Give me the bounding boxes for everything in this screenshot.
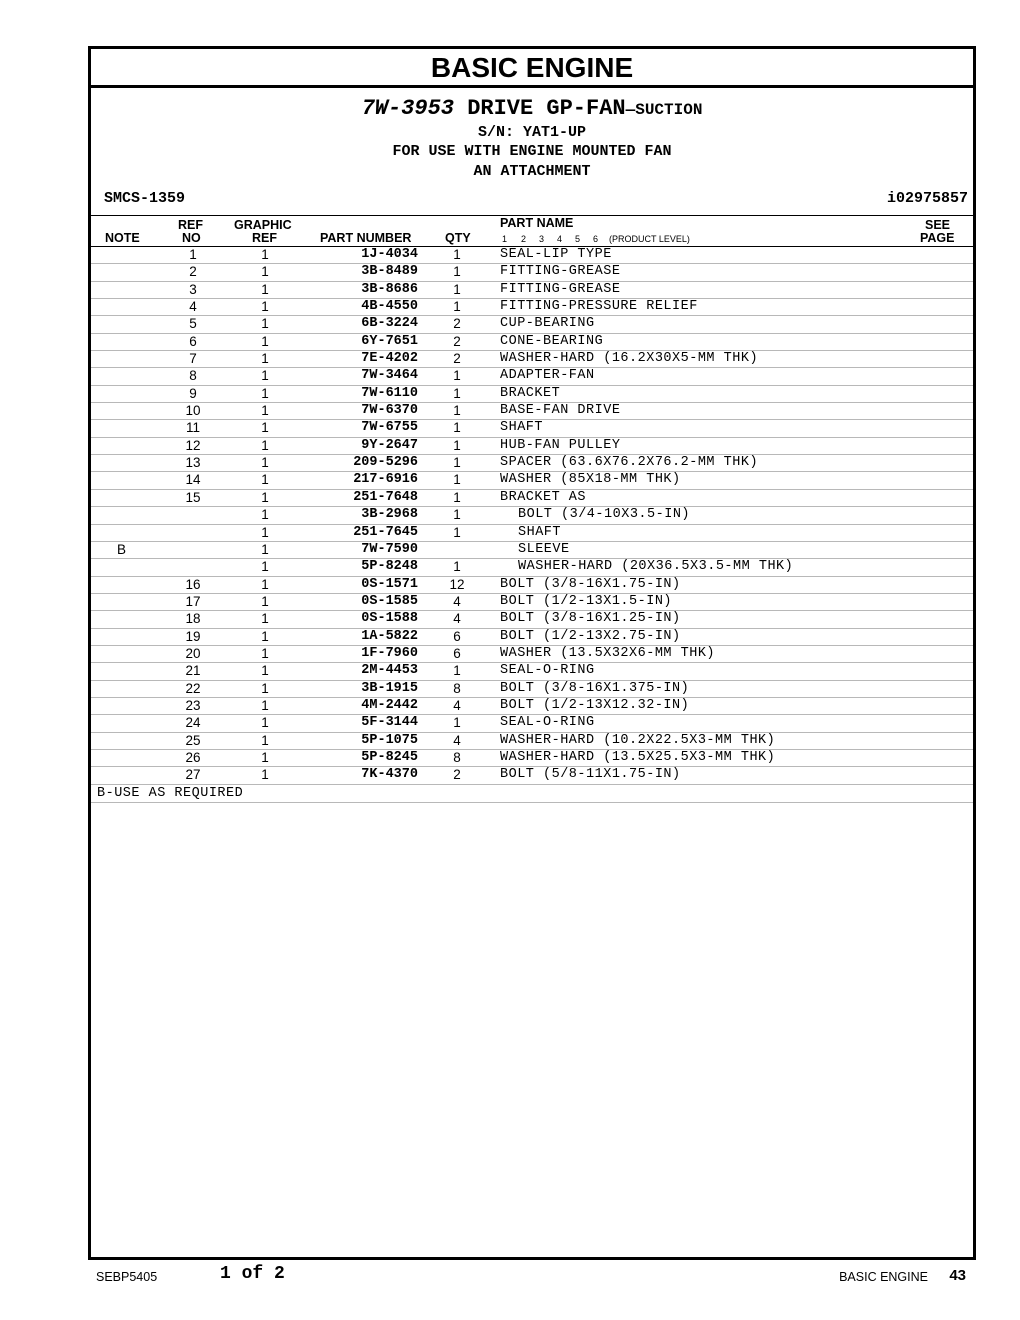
row-part-name: FITTING-GREASE <box>500 264 621 280</box>
row-qty: 1 <box>453 368 461 384</box>
row-graphic-ref: 1 <box>261 385 269 401</box>
footer-section-name: BASIC ENGINE <box>839 1270 928 1284</box>
row-part-number: 7E-4202 <box>361 351 418 367</box>
row-qty: 2 <box>453 767 461 783</box>
product-level-6: 6 <box>593 234 599 244</box>
row-qty: 6 <box>453 645 461 661</box>
row-ref-no: 24 <box>185 715 201 731</box>
section-title: BASIC ENGINE <box>91 49 973 88</box>
product-level-1: 1 <box>502 234 508 244</box>
row-qty: 1 <box>453 247 461 262</box>
col-graphic-ref: REF <box>252 231 277 245</box>
row-part-number: 4B-4550 <box>361 299 418 315</box>
col-graphic: GRAPHIC <box>234 218 292 232</box>
row-graphic-ref: 1 <box>261 611 269 627</box>
row-ref-no: 27 <box>185 767 201 783</box>
row-part-name: BOLT (3/8-16X1.375-IN) <box>500 680 690 696</box>
row-part-name: CUP-BEARING <box>500 316 595 332</box>
row-graphic-ref: 1 <box>261 351 269 367</box>
row-part-number: 6Y-7651 <box>361 333 418 349</box>
row-part-number: 209-5296 <box>353 455 418 471</box>
col-qty: QTY <box>445 231 471 245</box>
row-ref-no: 11 <box>185 420 200 436</box>
product-level-label: (PRODUCT LEVEL) <box>609 234 690 244</box>
table-row <box>91 386 973 403</box>
row-part-number: 5F-3144 <box>361 715 418 731</box>
row-ref-no: 2 <box>189 264 197 280</box>
col-ref: REF <box>178 218 203 232</box>
row-note: B <box>117 541 127 557</box>
row-ref-no: 7 <box>189 351 197 367</box>
row-part-name: WASHER-HARD (13.5X25.5X3-MM THK) <box>500 749 776 765</box>
row-part-name: CONE-BEARING <box>500 333 604 349</box>
row-ref-no: 5 <box>189 316 197 332</box>
smcs-code: SMCS-1359 <box>104 190 186 207</box>
row-ref-no: 9 <box>189 385 197 401</box>
column-headers <box>91 216 973 247</box>
row-qty: 1 <box>453 472 461 488</box>
table-row <box>91 577 973 594</box>
row-ref-no: 19 <box>185 628 201 644</box>
page-frame <box>88 46 976 1260</box>
row-graphic-ref: 1 <box>261 489 269 505</box>
row-graphic-ref: 1 <box>261 663 269 679</box>
row-ref-no: 13 <box>185 455 201 471</box>
row-part-name: BOLT (5/8-11X1.75-IN) <box>500 767 681 783</box>
row-graphic-ref: 1 <box>261 281 269 297</box>
row-ref-no: 3 <box>189 281 197 297</box>
row-part-name: BRACKET <box>500 385 561 401</box>
row-graphic-ref: 1 <box>261 593 269 609</box>
row-ref-no: 25 <box>185 732 201 748</box>
row-part-name: ADAPTER-FAN <box>500 368 595 384</box>
footnote <box>91 785 973 803</box>
row-ref-no: 8 <box>189 368 197 384</box>
row-qty: 1 <box>453 455 461 471</box>
row-part-name: HUB-FAN PULLEY <box>500 437 621 453</box>
row-qty: 1 <box>453 281 461 297</box>
row-qty: 1 <box>453 385 461 401</box>
row-part-number: 3B-8686 <box>361 281 418 297</box>
row-graphic-ref: 1 <box>261 715 269 731</box>
row-qty: 1 <box>453 559 461 575</box>
row-part-name: SHAFT <box>500 420 544 436</box>
row-ref-no: 6 <box>189 333 197 349</box>
serial-number: S/N: YAT1-UP <box>477 124 587 141</box>
table-row <box>91 438 973 455</box>
footer-page-number: 43 <box>949 1267 966 1284</box>
row-qty: 4 <box>453 593 461 609</box>
row-ref-no: 10 <box>185 403 201 419</box>
row-part-name: SLEEVE <box>518 541 570 557</box>
row-qty: 1 <box>453 437 461 453</box>
col-see: SEE <box>925 218 951 232</box>
row-part-name: SHAFT <box>518 524 562 540</box>
row-qty: 1 <box>453 715 461 731</box>
product-level-5: 5 <box>575 234 581 244</box>
row-graphic-ref: 1 <box>261 299 269 315</box>
row-part-number: 5P-1075 <box>361 732 418 748</box>
row-part-number: 7W-6370 <box>361 403 418 419</box>
row-graphic-ref: 1 <box>261 559 269 575</box>
table-row <box>91 698 973 715</box>
table-row <box>91 351 973 368</box>
row-ref-no: 14 <box>185 472 201 488</box>
row-part-number: 5P-8245 <box>361 749 418 765</box>
row-graphic-ref: 1 <box>261 628 269 644</box>
table-row <box>91 282 973 299</box>
col-page: PAGE <box>920 231 955 245</box>
row-qty: 1 <box>453 663 461 679</box>
row-part-number: 9Y-2647 <box>361 437 418 453</box>
table-row <box>91 490 973 507</box>
row-qty: 1 <box>453 489 461 505</box>
row-ref-no: 26 <box>185 749 201 765</box>
row-part-name: WASHER (85X18-MM THK) <box>500 472 681 488</box>
row-qty: 1 <box>453 524 461 540</box>
product-level-2: 2 <box>521 234 527 244</box>
row-part-name: BOLT (3/8-16X1.75-IN) <box>500 576 681 592</box>
row-graphic-ref: 1 <box>261 749 269 765</box>
row-part-name: SEAL-O-RING <box>500 715 595 731</box>
footnote-text: B-USE AS REQUIRED <box>97 785 244 801</box>
table-row <box>91 420 973 437</box>
col-part-name: PART NAME <box>500 216 574 230</box>
row-part-name: SEAL-LIP TYPE <box>500 247 612 262</box>
row-part-number: 7W-7590 <box>361 541 418 557</box>
table-row <box>91 368 973 385</box>
table-row <box>91 525 973 542</box>
row-part-name: WASHER (13.5X32X6-MM THK) <box>500 645 716 661</box>
row-part-number: 3B-1915 <box>361 680 418 696</box>
row-graphic-ref: 1 <box>261 541 269 557</box>
table-row <box>91 629 973 646</box>
row-part-number: 251-7648 <box>353 489 418 505</box>
row-part-name: FITTING-PRESSURE RELIEF <box>500 299 698 315</box>
row-qty: 1 <box>453 403 461 419</box>
row-part-name: BOLT (3/4-10X3.5-IN) <box>518 507 691 523</box>
row-part-name: WASHER-HARD (20X36.5X3.5-MM THK) <box>518 559 794 575</box>
row-part-number: 1J-4034 <box>361 247 418 262</box>
table-row <box>91 472 973 489</box>
row-qty: 2 <box>453 316 461 332</box>
row-ref-no: 22 <box>185 680 201 696</box>
row-part-name: FITTING-GREASE <box>500 281 621 297</box>
row-graphic-ref: 1 <box>261 732 269 748</box>
row-part-name: BASE-FAN DRIVE <box>500 403 621 419</box>
row-part-number: 1F-7960 <box>361 645 418 661</box>
row-part-name: BOLT (1/2-13X12.32-IN) <box>500 697 690 713</box>
row-ref-no: 12 <box>185 437 201 453</box>
row-graphic-ref: 1 <box>261 316 269 332</box>
group-title <box>91 96 973 123</box>
row-part-number: 7K-4370 <box>361 767 418 783</box>
row-graphic-ref: 1 <box>261 403 269 419</box>
row-qty: 1 <box>453 507 461 523</box>
row-graphic-ref: 1 <box>261 264 269 280</box>
table-row <box>91 507 973 524</box>
row-graphic-ref: 1 <box>261 524 269 540</box>
row-graphic-ref: 1 <box>261 576 269 592</box>
row-qty: 2 <box>453 333 461 349</box>
table-row <box>91 455 973 472</box>
row-graphic-ref: 1 <box>261 368 269 384</box>
row-part-number: 5P-8248 <box>361 559 418 575</box>
row-graphic-ref: 1 <box>261 333 269 349</box>
table-row <box>91 334 973 351</box>
table-row <box>91 733 973 750</box>
row-part-name: SEAL-O-RING <box>500 663 595 679</box>
row-part-name: WASHER-HARD (16.2X30X5-MM THK) <box>500 351 759 367</box>
row-qty: 1 <box>453 420 461 436</box>
row-part-number: 251-7645 <box>353 524 418 540</box>
col-note: NOTE <box>105 231 140 245</box>
row-part-name: SPACER (63.6X76.2X76.2-MM THK) <box>500 455 759 471</box>
table-row <box>91 750 973 767</box>
row-graphic-ref: 1 <box>261 420 269 436</box>
table-row <box>91 247 973 264</box>
row-graphic-ref: 1 <box>261 507 269 523</box>
row-part-name: BOLT (1/2-13X1.5-IN) <box>500 593 673 609</box>
row-ref-no: 16 <box>185 576 201 592</box>
group-name-suffix: —SUCTION <box>625 101 703 119</box>
footer-document-number: SEBP5405 <box>96 1270 158 1284</box>
group-attachment-note: AN ATTACHMENT <box>473 163 591 180</box>
table-row <box>91 663 973 680</box>
product-level-4: 4 <box>557 234 563 244</box>
row-part-name: BRACKET AS <box>500 489 587 505</box>
row-ref-no: 23 <box>185 697 201 713</box>
row-qty: 1 <box>453 264 461 280</box>
row-qty: 6 <box>453 628 461 644</box>
row-graphic-ref: 1 <box>261 697 269 713</box>
col-part-number: PART NUMBER <box>320 231 412 245</box>
table-row <box>91 767 973 784</box>
row-graphic-ref: 1 <box>261 455 269 471</box>
document-id: i02975857 <box>886 190 968 207</box>
row-ref-no: 1 <box>189 247 197 262</box>
row-ref-no: 15 <box>185 489 201 505</box>
col-no: NO <box>182 231 201 245</box>
group-header <box>91 88 973 216</box>
row-part-number: 0S-1571 <box>361 576 418 592</box>
row-graphic-ref: 1 <box>261 645 269 661</box>
table-row <box>91 681 973 698</box>
group-name: DRIVE GP-FAN <box>467 96 626 121</box>
row-part-number: 4M-2442 <box>361 697 418 713</box>
row-ref-no: 17 <box>185 593 201 609</box>
table-row <box>91 403 973 420</box>
table-row <box>91 316 973 333</box>
row-part-number: 2M-4453 <box>361 663 418 679</box>
table-row <box>91 646 973 663</box>
row-qty: 8 <box>453 680 461 696</box>
row-part-number: 3B-8489 <box>361 264 418 280</box>
row-graphic-ref: 1 <box>261 472 269 488</box>
row-part-name: WASHER-HARD (10.2X22.5X3-MM THK) <box>500 732 776 748</box>
group-usage-note: FOR USE WITH ENGINE MOUNTED FAN <box>392 143 672 160</box>
row-ref-no: 21 <box>185 663 201 679</box>
product-level-3: 3 <box>539 234 545 244</box>
row-qty: 4 <box>453 697 461 713</box>
footer-page-of: 1 of 2 <box>220 1264 285 1284</box>
table-row <box>91 594 973 611</box>
row-part-number: 7W-6110 <box>361 385 418 401</box>
row-part-number: 7W-6755 <box>361 420 418 436</box>
row-part-number: 3B-2968 <box>361 507 418 523</box>
row-part-number: 7W-3464 <box>361 368 418 384</box>
row-qty: 4 <box>453 611 461 627</box>
table-row <box>91 715 973 732</box>
row-part-name: BOLT (1/2-13X2.75-IN) <box>500 628 681 644</box>
row-qty: 1 <box>453 299 461 315</box>
row-part-number: 217-6916 <box>353 472 418 488</box>
row-graphic-ref: 1 <box>261 767 269 783</box>
row-part-number: 1A-5822 <box>361 628 418 644</box>
table-row <box>91 542 973 559</box>
table-row <box>91 559 973 576</box>
row-ref-no: 20 <box>185 645 201 661</box>
row-part-name: BOLT (3/8-16X1.25-IN) <box>500 611 681 627</box>
row-part-number: 0S-1588 <box>361 611 418 627</box>
row-part-number: 0S-1585 <box>361 593 418 609</box>
row-qty: 4 <box>453 732 461 748</box>
table-row <box>91 264 973 281</box>
table-row <box>91 299 973 316</box>
group-part-number: 7W-3953 <box>361 96 454 121</box>
row-ref-no: 4 <box>189 299 197 315</box>
row-ref-no: 18 <box>185 611 201 627</box>
row-part-number: 6B-3224 <box>361 316 418 332</box>
row-qty: 2 <box>453 351 461 367</box>
table-row <box>91 611 973 628</box>
row-qty: 8 <box>453 749 461 765</box>
row-qty: 12 <box>449 576 465 592</box>
row-graphic-ref: 1 <box>261 247 269 262</box>
row-graphic-ref: 1 <box>261 437 269 453</box>
parts-table-body <box>91 247 973 785</box>
row-graphic-ref: 1 <box>261 680 269 696</box>
